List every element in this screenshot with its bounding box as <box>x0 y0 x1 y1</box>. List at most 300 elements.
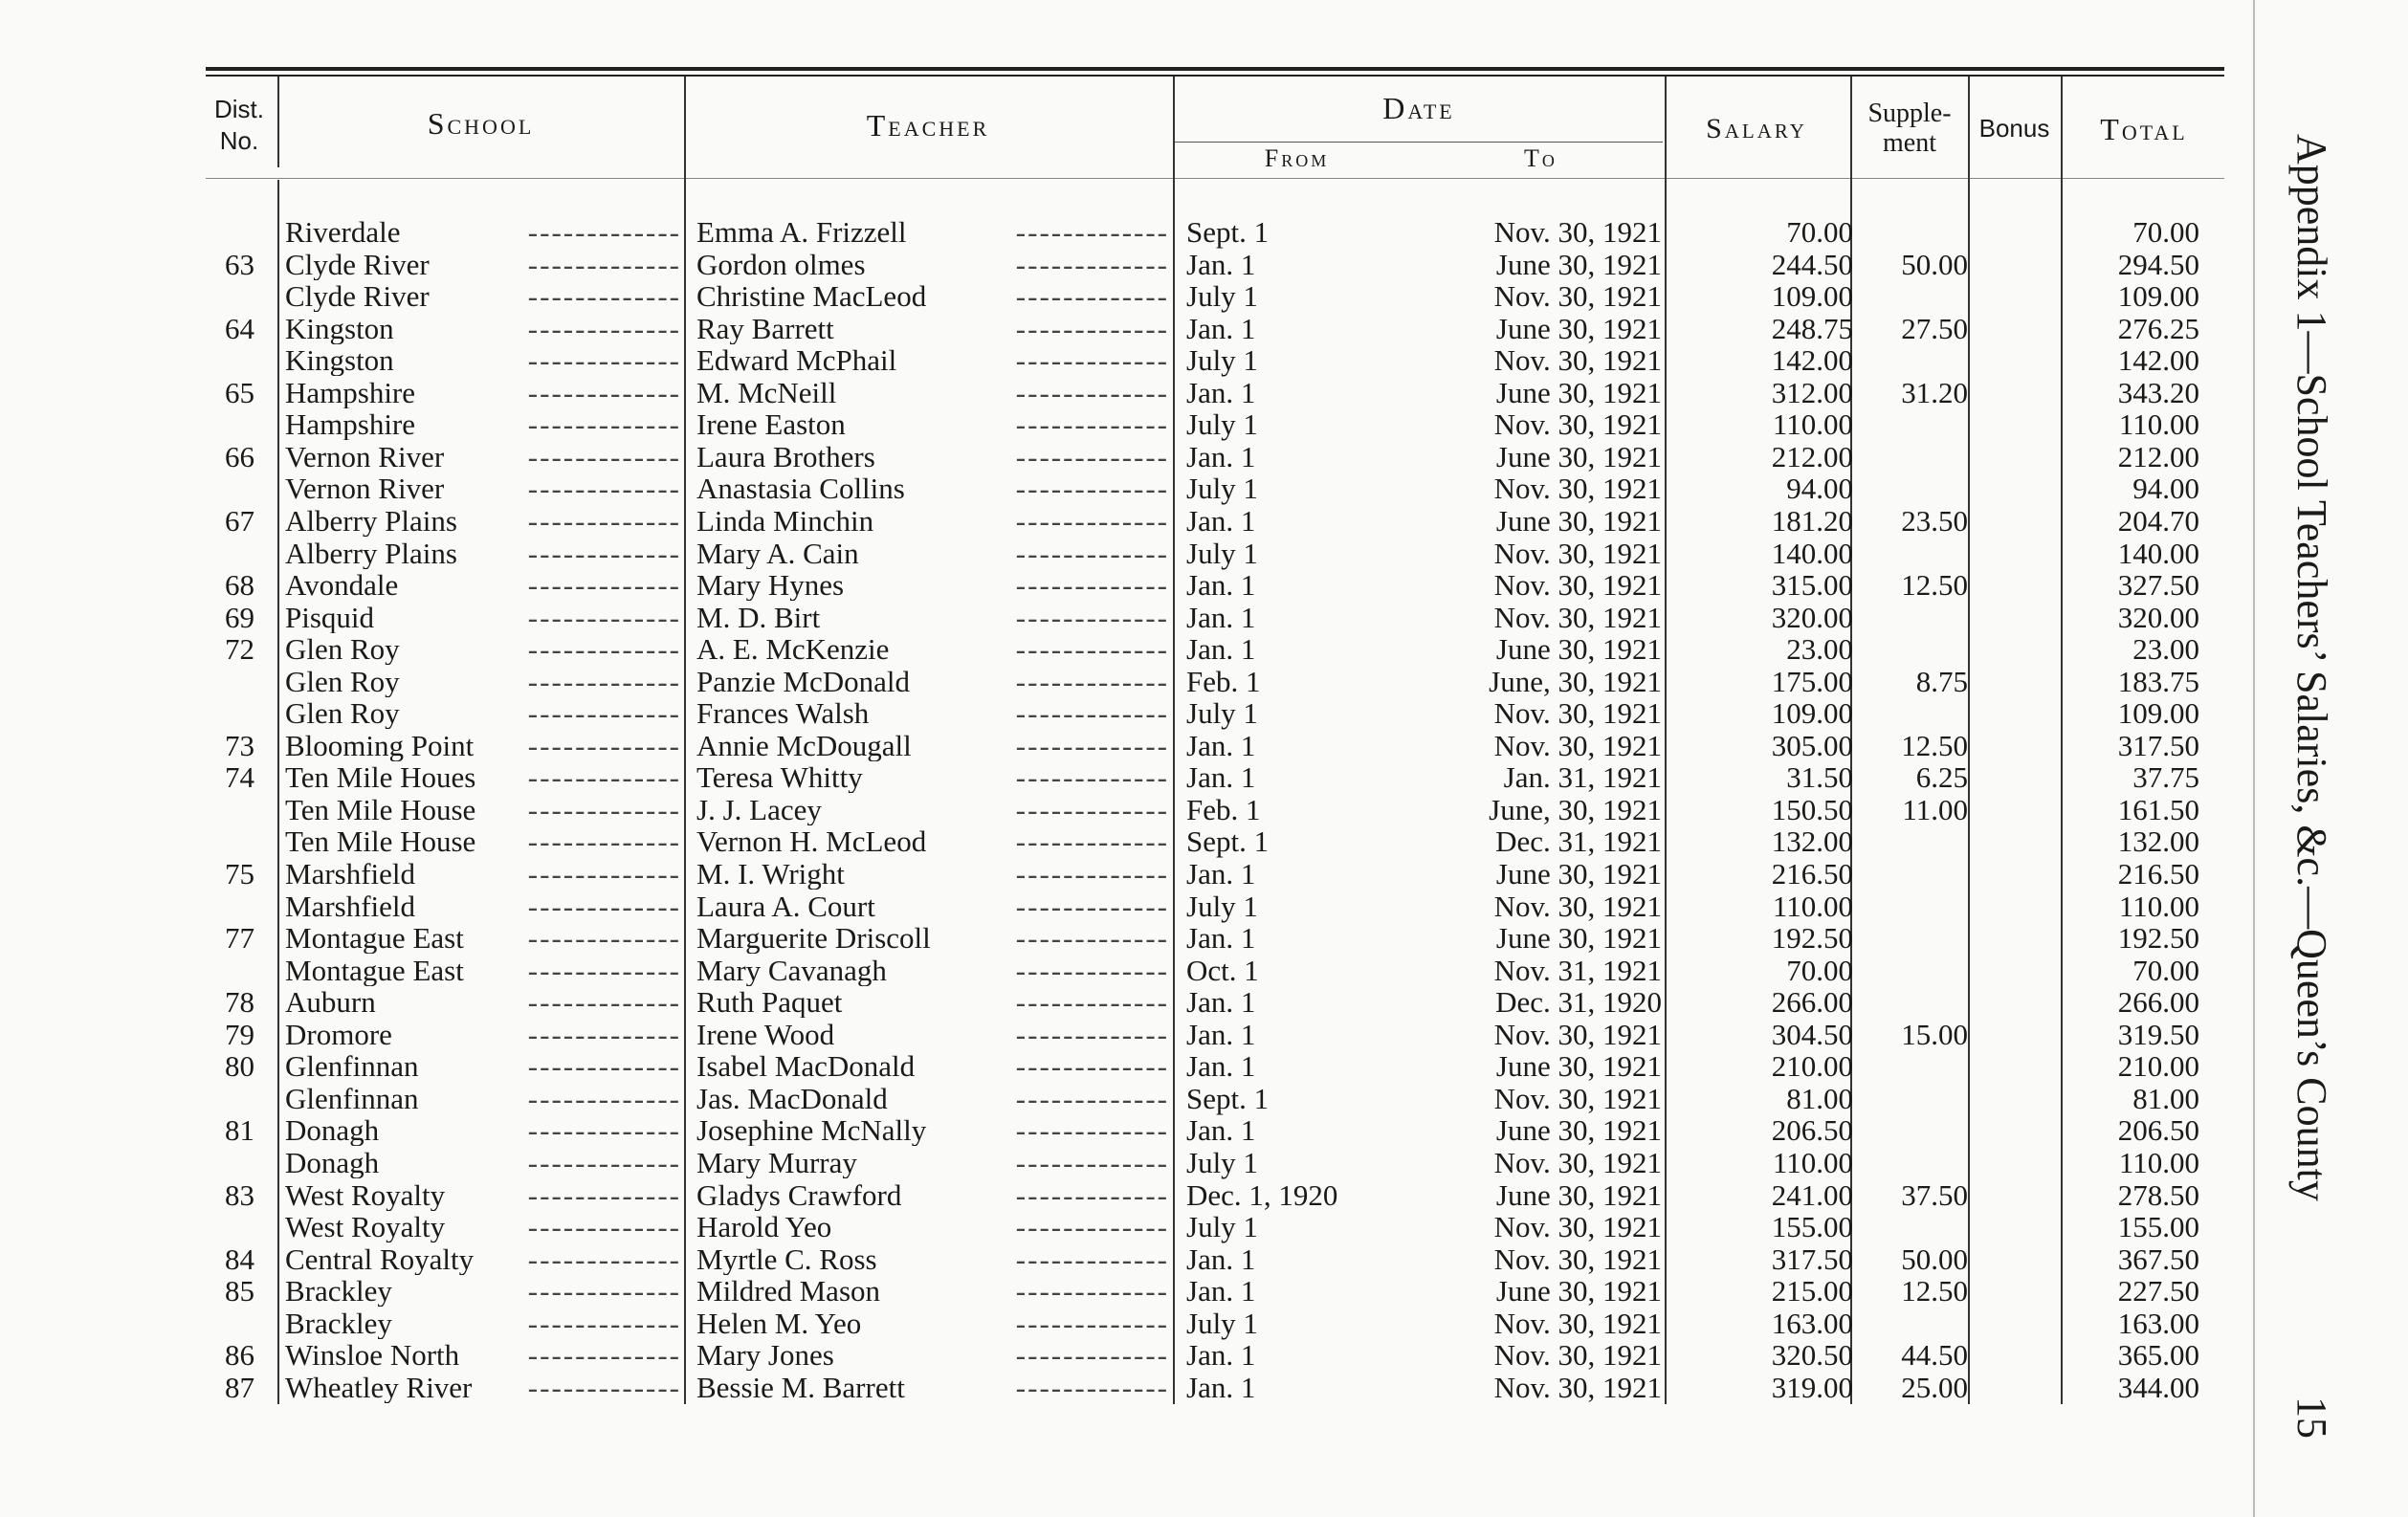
header-teacher: Teacher <box>866 108 990 143</box>
leader-dots: ------------- <box>1006 377 1169 408</box>
teacher-name: Mildred Mason <box>696 1275 881 1308</box>
total-amount: 81.00 <box>2132 1081 2199 1115</box>
salary-amount: 210.00 <box>1771 1049 1853 1084</box>
total-amount: 70.00 <box>2132 215 2199 249</box>
date-from: Jan. 1 <box>1186 1017 1256 1051</box>
date-from: Jan. 1 <box>1186 1049 1256 1084</box>
dist-number: 86 <box>225 1338 254 1373</box>
teacher-name: Gordon olmes <box>696 248 866 280</box>
date-from: Jan. 1 <box>1186 857 1256 890</box>
table-row <box>0 602 2408 633</box>
leader-dots: ------------- <box>1006 922 1169 954</box>
leader-dots: ------------- <box>1006 730 1169 761</box>
salary-amount: 315.00 <box>1771 568 1853 603</box>
dist-number: 73 <box>225 728 254 762</box>
teacher-name: Irene Easton <box>696 408 846 441</box>
date-to: June 30, 1921 <box>1495 857 1662 890</box>
header-to: To <box>1524 144 1557 172</box>
teacher-name: Panzie McDonald <box>696 665 910 697</box>
leader-dots: ------------- <box>519 666 681 697</box>
date-to: Nov. 30, 1921 <box>1493 696 1662 731</box>
teacher-name: Frances Walsh <box>696 697 870 730</box>
leader-dots: ------------- <box>519 408 681 440</box>
teacher-name: Anastasia Collins <box>696 473 905 505</box>
leader-dots: ------------- <box>1006 408 1169 440</box>
salary-amount: 110.00 <box>1772 1145 1853 1179</box>
dist-number: 78 <box>225 985 254 1020</box>
school-name: Montague East <box>285 954 464 986</box>
leader-dots: ------------- <box>1006 633 1169 665</box>
salary-amount: 304.50 <box>1771 1017 1853 1051</box>
total-amount: 132.00 <box>2117 824 2199 859</box>
date-to: Nov. 30, 1921 <box>1493 1145 1662 1179</box>
header-salary: Salary <box>1706 113 1807 144</box>
dist-number: 80 <box>225 1049 254 1084</box>
dist-number: 74 <box>225 760 254 795</box>
table-row <box>0 1339 2408 1371</box>
leader-dots: ------------- <box>1006 280 1169 312</box>
table-row <box>0 858 2408 890</box>
date-from: Jan. 1 <box>1186 311 1256 345</box>
date-to: Nov. 30, 1921 <box>1493 343 1662 378</box>
school-name: Glen Roy <box>285 697 400 730</box>
date-from: Jan. 1 <box>1186 728 1256 762</box>
dist-number: 79 <box>225 1017 254 1051</box>
header-date: Date <box>1382 91 1455 125</box>
date-from: Jan. 1 <box>1186 921 1256 956</box>
date-to: June 30, 1921 <box>1495 311 1662 345</box>
dist-number: 87 <box>225 1370 254 1404</box>
salary-amount: 142.00 <box>1771 343 1853 378</box>
table-row <box>0 569 2408 601</box>
school-name: Glenfinnan <box>285 1082 419 1114</box>
salary-amount: 23.00 <box>1786 632 1853 667</box>
supplement-amount: 6.25 <box>1915 760 1968 795</box>
leader-dots: ------------- <box>1006 569 1169 601</box>
date-to: Dec. 31, 1920 <box>1495 985 1662 1020</box>
leader-dots: ------------- <box>1006 1147 1169 1178</box>
date-to: Nov. 30, 1921 <box>1493 1338 1662 1373</box>
teacher-name: Gladys Crawford <box>696 1178 902 1211</box>
salary-amount: 140.00 <box>1771 536 1853 570</box>
school-name: Vernon River <box>285 440 445 473</box>
header-bonus: Bonus <box>1978 114 2050 143</box>
leader-dots: ------------- <box>519 473 681 504</box>
leader-dots: ------------- <box>519 955 681 986</box>
school-name: Glen Roy <box>285 633 400 666</box>
leader-dots: ------------- <box>1006 955 1169 986</box>
table-row <box>0 1083 2408 1114</box>
leader-dots: ------------- <box>519 505 681 537</box>
leader-dots: ------------- <box>1006 1339 1169 1371</box>
total-amount: 23.00 <box>2132 632 2199 667</box>
leader-dots: ------------- <box>1006 1083 1169 1114</box>
date-from: July 1 <box>1186 696 1258 731</box>
header-dist-no: Dist. No. <box>214 95 264 155</box>
leader-dots: ------------- <box>519 1179 681 1211</box>
supplement-amount: 11.00 <box>1902 792 1968 826</box>
leader-dots: ------------- <box>1006 858 1169 890</box>
table-row <box>0 313 2408 344</box>
date-from: Jan. 1 <box>1186 1242 1256 1276</box>
salary-amount: 212.00 <box>1771 439 1853 473</box>
leader-dots: ------------- <box>519 538 681 569</box>
leader-dots: ------------- <box>519 1372 681 1403</box>
salary-amount: 81.00 <box>1786 1081 1853 1115</box>
table-row <box>0 1243 2408 1275</box>
leader-dots: ------------- <box>519 1147 681 1178</box>
table-row <box>0 825 2408 857</box>
leader-dots: ------------- <box>519 280 681 312</box>
leader-dots: ------------- <box>1006 1308 1169 1339</box>
teacher-name: J. J. Lacey <box>696 793 822 825</box>
page-number: 15 <box>2288 1396 2335 1439</box>
teacher-name: Emma A. Frizzell <box>696 216 907 248</box>
total-amount: 109.00 <box>2117 279 2199 314</box>
school-name: Brackley <box>285 1307 392 1339</box>
dist-number: 77 <box>225 921 254 956</box>
date-to: Jan. 31, 1921 <box>1503 760 1662 795</box>
dist-number: 84 <box>225 1242 254 1276</box>
date-from: July 1 <box>1186 407 1258 442</box>
total-amount: 161.50 <box>2117 792 2199 826</box>
salary-amount: 248.75 <box>1771 311 1853 345</box>
date-to: June 30, 1921 <box>1495 503 1662 538</box>
school-name: Auburn <box>285 986 376 1019</box>
date-to: Nov. 30, 1921 <box>1493 1210 1662 1244</box>
school-name: Kingston <box>285 312 394 344</box>
leader-dots: ------------- <box>1006 538 1169 569</box>
date-to: Nov. 30, 1921 <box>1493 279 1662 314</box>
total-amount: 343.20 <box>2117 375 2199 409</box>
date-from: Feb. 1 <box>1186 792 1261 826</box>
table-row <box>0 697 2408 729</box>
date-from: Jan. 1 <box>1186 760 1256 795</box>
total-amount: 70.00 <box>2132 953 2199 987</box>
date-from: Jan. 1 <box>1186 439 1256 473</box>
running-head: Appendix 1—School Teachers’ Salaries, &c.—Queen’s County <box>2288 134 2335 1201</box>
teacher-name: Marguerite Driscoll <box>696 922 931 955</box>
total-amount: 142.00 <box>2117 343 2199 378</box>
date-from: Sept. 1 <box>1186 824 1270 859</box>
salary-amount: 110.00 <box>1772 407 1853 442</box>
total-amount: 110.00 <box>2118 1145 2199 1179</box>
salary-amount: 206.50 <box>1771 1113 1853 1148</box>
supplement-amount: 12.50 <box>1901 1274 1968 1308</box>
leader-dots: ------------- <box>1006 473 1169 504</box>
salary-amount: 70.00 <box>1786 953 1853 987</box>
school-name: Marshfield <box>285 858 416 890</box>
school-name: West Royalty <box>285 1211 446 1243</box>
dist-number: 66 <box>225 439 254 473</box>
teacher-name: Linda Minchin <box>696 504 874 537</box>
school-name: Kingston <box>285 344 394 377</box>
leader-dots: ------------- <box>519 249 681 280</box>
leader-dots: ------------- <box>519 633 681 665</box>
date-from: Dec. 1, 1920 <box>1186 1177 1338 1212</box>
total-amount: 227.50 <box>2117 1274 2199 1308</box>
date-to: Nov. 30, 1921 <box>1493 1081 1662 1115</box>
leader-dots: ------------- <box>1006 602 1169 633</box>
leader-dots: ------------- <box>1006 1114 1169 1146</box>
date-to: Nov. 30, 1921 <box>1493 1242 1662 1276</box>
date-from: July 1 <box>1186 1306 1258 1340</box>
supplement-amount: 12.50 <box>1901 568 1968 603</box>
date-from: Jan. 1 <box>1186 1338 1256 1373</box>
leader-dots: ------------- <box>519 1050 681 1082</box>
table-row <box>0 538 2408 569</box>
leader-dots: ------------- <box>519 1114 681 1146</box>
leader-dots: ------------- <box>519 1275 681 1307</box>
teacher-name: Jas. MacDonald <box>696 1082 888 1114</box>
total-amount: 212.00 <box>2117 439 2199 473</box>
date-from: Sept. 1 <box>1186 215 1270 249</box>
date-to: Nov. 30, 1921 <box>1493 472 1662 506</box>
supplement-amount: 44.50 <box>1901 1338 1968 1373</box>
date-from: Jan. 1 <box>1186 632 1256 667</box>
date-to: Nov. 30, 1921 <box>1493 600 1662 634</box>
table-row <box>0 922 2408 954</box>
date-to: Nov. 31, 1921 <box>1493 953 1662 987</box>
total-amount: 365.00 <box>2117 1338 2199 1373</box>
supplement-amount: 50.00 <box>1901 247 1968 281</box>
salary-amount: 175.00 <box>1771 664 1853 698</box>
teacher-name: Christine MacLeod <box>696 280 927 313</box>
table-row <box>0 1147 2408 1178</box>
leader-dots: ------------- <box>519 602 681 633</box>
date-from: July 1 <box>1186 472 1258 506</box>
school-name: Marshfield <box>285 890 416 922</box>
total-amount: 94.00 <box>2132 472 2199 506</box>
date-to: Nov. 30, 1921 <box>1493 728 1662 762</box>
table-row <box>0 1372 2408 1403</box>
date-to: June 30, 1921 <box>1495 1177 1662 1212</box>
date-to: June, 30, 1921 <box>1489 664 1662 698</box>
school-name: Winsloe North <box>285 1339 460 1372</box>
leader-dots: ------------- <box>519 377 681 408</box>
school-name: Donagh <box>285 1114 380 1147</box>
salary-amount: 216.50 <box>1771 857 1853 890</box>
total-amount: 206.50 <box>2117 1113 2199 1148</box>
supplement-amount: 23.50 <box>1901 503 1968 538</box>
leader-dots: ------------- <box>519 697 681 729</box>
leader-dots: ------------- <box>1006 697 1169 729</box>
total-amount: 109.00 <box>2117 696 2199 731</box>
date-to: Nov. 30, 1921 <box>1493 889 1662 923</box>
leader-dots: ------------- <box>1006 1211 1169 1242</box>
total-amount: 110.00 <box>2118 407 2199 442</box>
total-amount: 204.70 <box>2117 503 2199 538</box>
teacher-name: M. I. Wright <box>696 858 845 890</box>
leader-dots: ------------- <box>1006 249 1169 280</box>
dist-number: 65 <box>225 375 254 409</box>
leader-dots: ------------- <box>519 858 681 890</box>
teacher-name: Laura Brothers <box>696 440 875 473</box>
table-row <box>0 408 2408 440</box>
leader-dots: ------------- <box>1006 825 1169 857</box>
date-from: Jan. 1 <box>1186 568 1256 603</box>
teacher-name: Ruth Paquet <box>696 986 843 1019</box>
salary-amount: 317.50 <box>1771 1242 1853 1276</box>
supplement-amount: 15.00 <box>1901 1017 1968 1051</box>
teacher-name: Mary Cavanagh <box>696 954 887 986</box>
date-from: July 1 <box>1186 536 1258 570</box>
date-from: July 1 <box>1186 1210 1258 1244</box>
dist-number: 83 <box>225 1177 254 1212</box>
table-row <box>0 794 2408 825</box>
supplement-amount: 27.50 <box>1901 311 1968 345</box>
salary-amount: 215.00 <box>1771 1274 1853 1308</box>
salary-amount: 319.00 <box>1771 1370 1853 1404</box>
salary-amount: 150.50 <box>1771 792 1853 826</box>
school-name: Avondale <box>285 569 399 602</box>
leader-dots: ------------- <box>1006 986 1169 1018</box>
leader-dots: ------------- <box>1006 666 1169 697</box>
leader-dots: ------------- <box>519 922 681 954</box>
salary-amount: 192.50 <box>1771 921 1853 956</box>
school-name: Central Royalty <box>285 1242 475 1275</box>
date-from: Jan. 1 <box>1186 600 1256 634</box>
total-amount: 278.50 <box>2117 1177 2199 1212</box>
teacher-name: Teresa Whitty <box>696 761 863 794</box>
school-name: Clyde River <box>285 248 430 280</box>
teacher-name: Helen M. Yeo <box>696 1307 862 1339</box>
total-amount: 266.00 <box>2117 985 2199 1020</box>
leader-dots: ------------- <box>1006 1019 1169 1050</box>
school-name: Ten Mile House <box>285 793 476 825</box>
date-to: June 30, 1921 <box>1495 247 1662 281</box>
date-from: Jan. 1 <box>1186 1370 1256 1404</box>
leader-dots: ------------- <box>1006 761 1169 793</box>
dist-number: 64 <box>225 311 254 345</box>
school-name: Glen Roy <box>285 665 400 697</box>
date-to: Nov. 30, 1921 <box>1493 1370 1662 1404</box>
total-amount: 163.00 <box>2117 1306 2199 1340</box>
leader-dots: ------------- <box>519 216 681 248</box>
salary-amount: 155.00 <box>1771 1210 1853 1244</box>
salary-amount: 109.00 <box>1771 696 1853 731</box>
column-divider <box>277 77 279 167</box>
dist-number: 68 <box>225 568 254 603</box>
date-to: June 30, 1921 <box>1495 1049 1662 1084</box>
dist-number: 72 <box>225 632 254 667</box>
table-row <box>0 730 2408 761</box>
total-amount: 319.50 <box>2117 1017 2199 1051</box>
table-row <box>0 344 2408 376</box>
teacher-name: Myrtle C. Ross <box>696 1242 877 1275</box>
header-supplement: Supple- ment <box>1867 99 1952 158</box>
teacher-name: A. E. McKenzie <box>696 633 890 666</box>
supplement-amount: 25.00 <box>1901 1370 1968 1404</box>
leader-dots: ------------- <box>519 441 681 473</box>
teacher-name: M. D. Birt <box>696 601 821 633</box>
table-row <box>0 1019 2408 1050</box>
table-row <box>0 890 2408 922</box>
date-from: Jan. 1 <box>1186 247 1256 281</box>
salary-amount: 320.50 <box>1771 1338 1853 1373</box>
leader-dots: ------------- <box>1006 216 1169 248</box>
school-name: Dromore <box>285 1018 392 1050</box>
dist-number: 69 <box>225 600 254 634</box>
total-amount: 320.00 <box>2117 600 2199 634</box>
dist-number: 75 <box>225 857 254 890</box>
date-subheader-rule <box>1175 142 1663 143</box>
salary-amount: 241.00 <box>1771 1177 1853 1212</box>
teacher-name: Isabel MacDonald <box>696 1050 916 1083</box>
leader-dots: ------------- <box>519 825 681 857</box>
table-row <box>0 377 2408 408</box>
table-row <box>0 1308 2408 1339</box>
salary-amount: 312.00 <box>1771 375 1853 409</box>
top-double-rule <box>206 67 2224 71</box>
school-name: Alberry Plains <box>285 504 457 537</box>
teacher-name: Mary A. Cain <box>696 537 859 569</box>
header-total: Total <box>2100 112 2188 146</box>
salary-amount: 31.50 <box>1786 760 1853 795</box>
date-to: June 30, 1921 <box>1495 921 1662 956</box>
supplement-amount: 50.00 <box>1901 1242 1968 1276</box>
teacher-name: Irene Wood <box>696 1018 835 1050</box>
leader-dots: ------------- <box>519 730 681 761</box>
leader-dots: ------------- <box>1006 313 1169 344</box>
leader-dots: ------------- <box>1006 505 1169 537</box>
leader-dots: ------------- <box>519 569 681 601</box>
school-name: Montague East <box>285 922 464 955</box>
leader-dots: ------------- <box>1006 794 1169 825</box>
leader-dots: ------------- <box>519 986 681 1018</box>
table-row <box>0 441 2408 473</box>
leader-dots: ------------- <box>519 794 681 825</box>
table-row <box>0 761 2408 793</box>
date-to: Nov. 30, 1921 <box>1493 1306 1662 1340</box>
salary-amount: 70.00 <box>1786 215 1853 249</box>
leader-dots: ------------- <box>1006 1243 1169 1275</box>
leader-dots: ------------- <box>519 761 681 793</box>
salary-amount: 132.00 <box>1771 824 1853 859</box>
teacher-name: Vernon H. McLeod <box>696 825 927 858</box>
school-name: Pisquid <box>285 601 375 633</box>
date-from: Jan. 1 <box>1186 503 1256 538</box>
date-to: Nov. 30, 1921 <box>1493 568 1662 603</box>
leader-dots: ------------- <box>519 1083 681 1114</box>
school-name: Vernon River <box>285 473 445 505</box>
leader-dots: ------------- <box>1006 1050 1169 1082</box>
leader-dots: ------------- <box>519 1243 681 1275</box>
teacher-name: Edward McPhail <box>696 344 897 377</box>
table-row <box>0 666 2408 697</box>
table-row <box>0 1050 2408 1082</box>
leader-dots: ------------- <box>1006 1372 1169 1403</box>
salary-amount: 94.00 <box>1786 472 1853 506</box>
salary-amount: 109.00 <box>1771 279 1853 314</box>
salary-amount: 110.00 <box>1772 889 1853 923</box>
teacher-name: Mary Hynes <box>696 569 845 602</box>
date-to: Nov. 30, 1921 <box>1493 407 1662 442</box>
date-from: July 1 <box>1186 889 1258 923</box>
supplement-amount: 12.50 <box>1901 728 1968 762</box>
total-amount: 37.75 <box>2132 760 2199 795</box>
total-amount: 216.50 <box>2117 857 2199 890</box>
date-from: Jan. 1 <box>1186 1113 1256 1148</box>
table-row <box>0 473 2408 504</box>
supplement-amount: 37.50 <box>1901 1177 1968 1212</box>
table-row <box>0 249 2408 280</box>
date-to: June 30, 1921 <box>1495 439 1662 473</box>
date-to: Nov. 30, 1921 <box>1493 1017 1662 1051</box>
table-row <box>0 280 2408 312</box>
header-school: School <box>427 106 535 141</box>
teacher-name: Laura A. Court <box>696 890 875 922</box>
